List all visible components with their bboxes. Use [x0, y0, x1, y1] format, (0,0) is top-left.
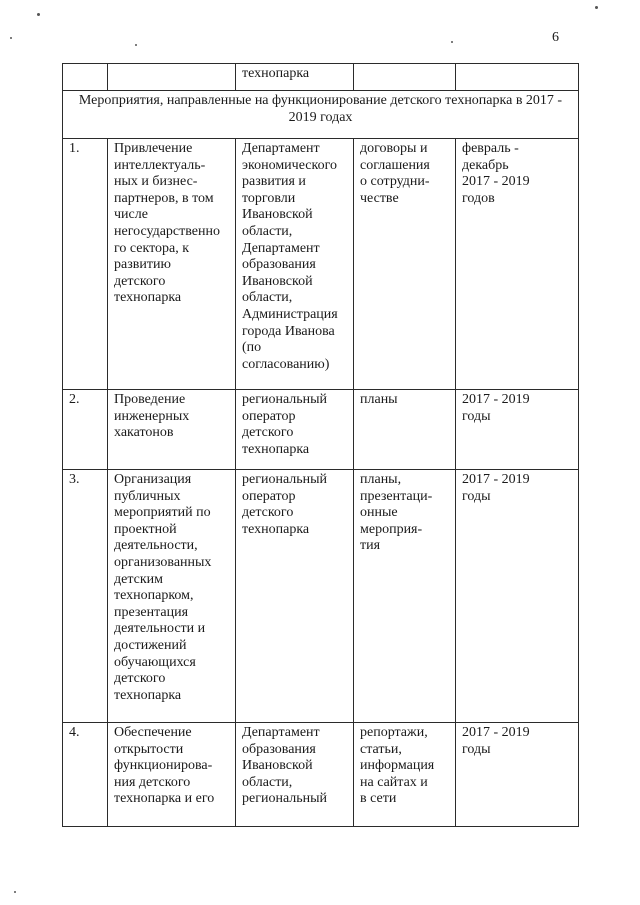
- term: 2017 - 2019 годы: [456, 470, 579, 723]
- row-number: 4.: [63, 723, 108, 827]
- cont-term: [456, 64, 579, 91]
- section-row: [63, 91, 579, 139]
- table-row: [63, 390, 579, 470]
- cont-executor: технопарка: [236, 64, 354, 91]
- cont-num: [63, 64, 108, 91]
- term: февраль - декабрь 2017 - 2019 годов: [456, 139, 579, 390]
- term: 2017 - 2019 годы: [456, 390, 579, 470]
- executor: Департамент образования Ивановской области, региональный: [236, 723, 354, 827]
- activities-table: [62, 63, 579, 827]
- cont-result: [354, 64, 456, 91]
- activity-name: Проведение инженерных хакатонов: [108, 390, 236, 470]
- row-number: 2.: [63, 390, 108, 470]
- executor: региональный оператор детского технопарка: [236, 470, 354, 723]
- scan-speck: [10, 37, 12, 39]
- section-title: Мероприятия, направленные на функционирование детского технопарка в 2017 - 2019 годах: [63, 91, 579, 139]
- activity-name: Привлечение интеллектуаль- ных и бизнес- партнеров, в том числе негосударственно го сектора, к развитию детского технопарка: [108, 139, 236, 390]
- result-form: планы, презентаци- онные мероприя- тия: [354, 470, 456, 723]
- scan-speck: [451, 41, 453, 43]
- row-number: 1.: [63, 139, 108, 390]
- activity-name: Обеспечение открытости функционирова- ния детского технопарка и его: [108, 723, 236, 827]
- result-form: планы: [354, 390, 456, 470]
- scan-speck: [595, 6, 598, 9]
- table-row: [63, 470, 579, 723]
- table-row: [63, 723, 579, 827]
- cont-name: [108, 64, 236, 91]
- result-form: репортажи, статьи, информация на сайтах и в сети: [354, 723, 456, 827]
- scan-speck: [37, 13, 40, 16]
- scan-speck: [135, 44, 137, 46]
- page-number: 6: [552, 30, 559, 45]
- term: 2017 - 2019 годы: [456, 723, 579, 827]
- scan-speck: [14, 891, 16, 893]
- activity-name: Организация публичных мероприятий по проектной деятельности, организованных детским технопарком, презентация деятельности и достижений обучающихся детского технопарка: [108, 470, 236, 723]
- result-form: договоры и соглашения о сотрудни- честве: [354, 139, 456, 390]
- executor: региональный оператор детского технопарка: [236, 390, 354, 470]
- row-number: 3.: [63, 470, 108, 723]
- table-row: [63, 139, 579, 390]
- executor: Департамент экономического развития и торговли Ивановской области, Департамент образования Ивановской области, Администрация города Иванова (по согласованию): [236, 139, 354, 390]
- continuation-row: [63, 64, 579, 91]
